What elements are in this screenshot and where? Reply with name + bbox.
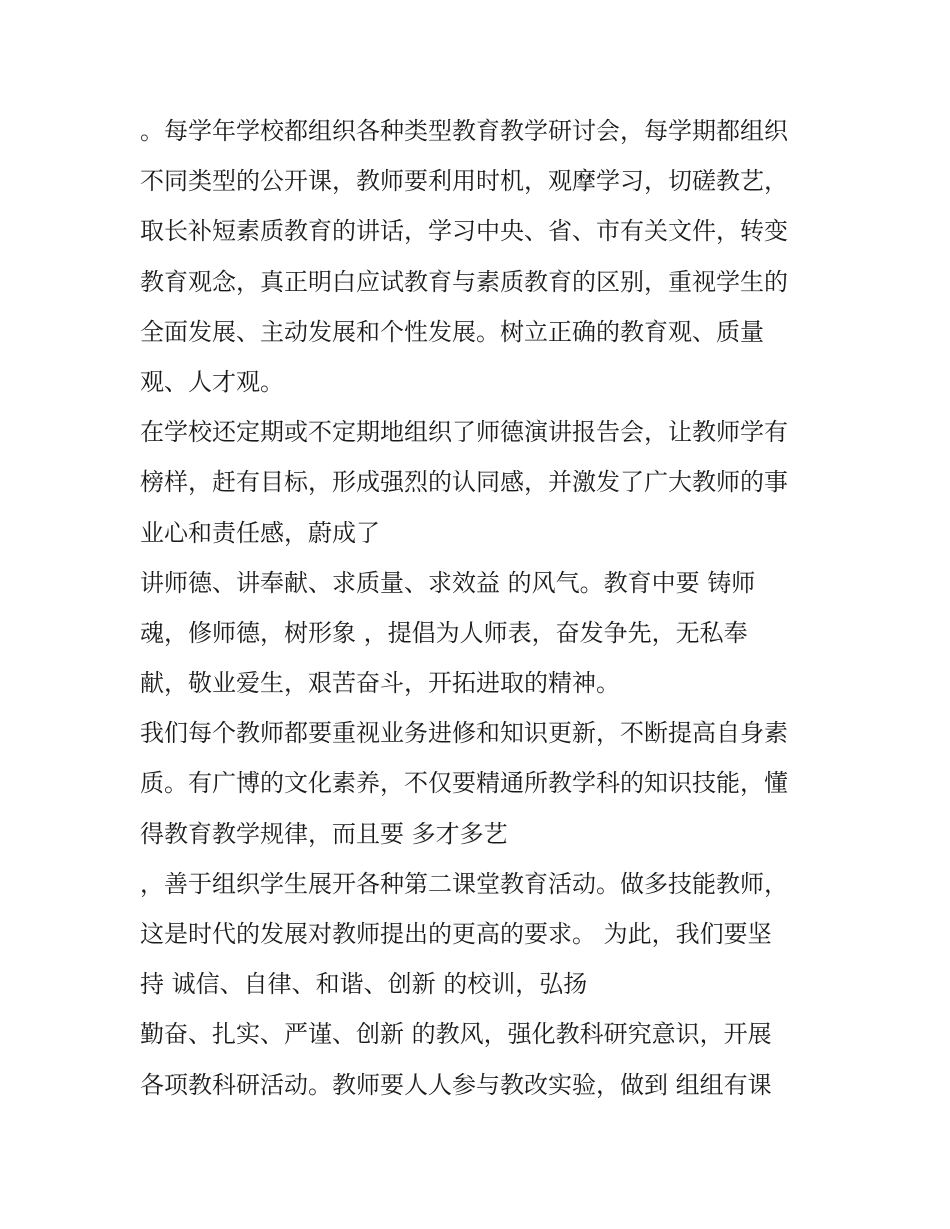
- text-line: 教育观念，真正明白应试教育与素质教育的区别，重视学生的: [140, 267, 788, 296]
- text-line: 观、人才观。: [140, 367, 284, 396]
- text-line: 讲师德、讲奉献、求质量、求效益 的风气。教育中要 铸师: [140, 568, 756, 597]
- text-line: ，善于组织学生展开各种第二课堂教育活动。做多技能教师，: [140, 869, 788, 898]
- text-line: 持 诚信、自律、和谐、创新 的校训，弘扬: [140, 970, 588, 999]
- text-line: 不同类型的公开课，教师要利用时机，观摩学习，切磋教艺，: [140, 167, 788, 196]
- text-line: 榜样，赶有目标，形成强烈的认同感，并激发了广大教师的事: [140, 468, 788, 497]
- text-line: 勤奋、扎实、严谨、创新 的教风，强化教科研究意识，开展: [140, 1020, 772, 1049]
- text-line: 魂，修师德，树形象 ，提倡为人师表，奋发争先，无私奉: [140, 618, 748, 647]
- text-line: 业心和责任感，蔚成了: [140, 518, 380, 547]
- text-line: 得教育教学规律，而且要 多才多艺: [140, 819, 508, 848]
- text-line: 取长补短素质教育的讲话，学习中央、省、市有关文件，转变: [140, 217, 788, 246]
- text-line: 全面发展、主动发展和个性发展。树立正确的教育观、质量: [140, 317, 764, 346]
- text-line: 这是时代的发展对教师提出的更高的要求。 为此，我们要坚: [140, 920, 772, 948]
- text-line: 在学校还定期或不定期地组织了师德演讲报告会，让教师学有: [140, 418, 788, 447]
- document-body: [140, 106, 830, 1110]
- text-line: 质。有广博的文化素养，不仅要精通所教学科的知识技能，懂: [140, 769, 788, 798]
- text-line: 献，敬业爱生，艰苦奋斗，开拓进取的精神。: [140, 669, 620, 698]
- text-line: 。每学年学校都组织各种类型教育教学研讨会，每学期都组织: [140, 117, 788, 145]
- text-line: 我们每个教师都要重视业务进修和知识更新，不断提高自身素: [140, 719, 788, 748]
- text-line: 各项教科研活动。教师要人人参与教改实验，做到 组组有课: [140, 1070, 772, 1099]
